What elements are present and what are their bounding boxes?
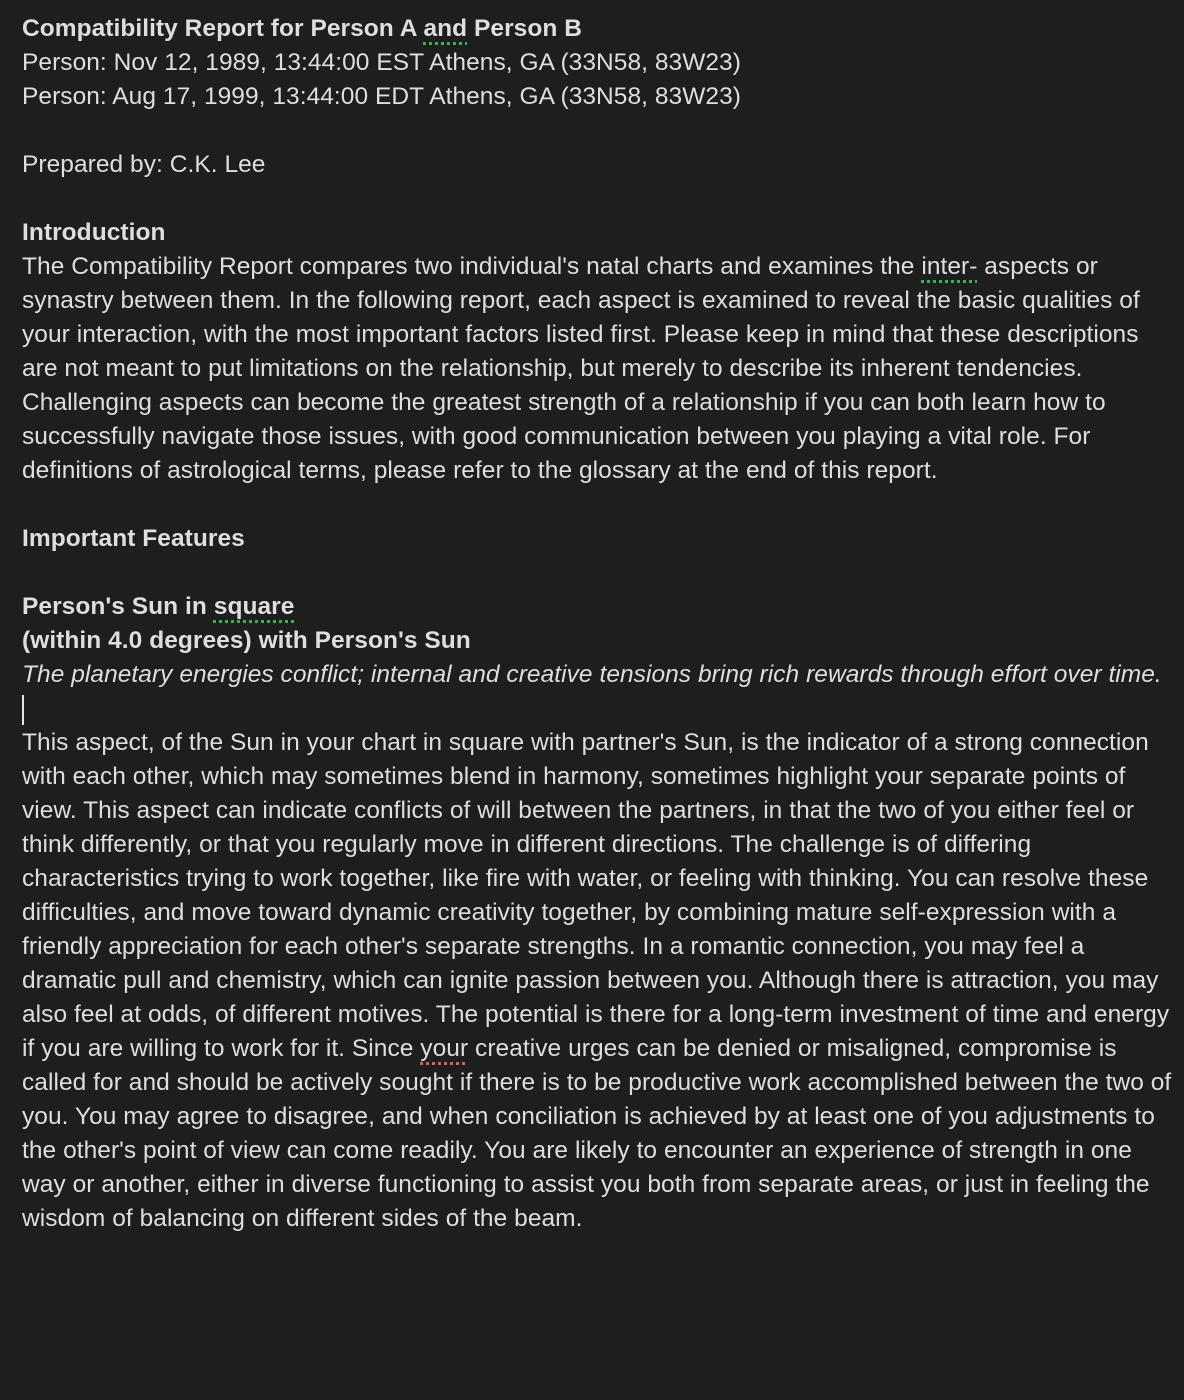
person-one-details: Person: Nov 12, 1989, 13:44:00 EST Athens, GA (33N58, 83W23): [22, 49, 741, 76]
report-title-text-end: Person B: [467, 15, 582, 42]
text-caret: [22, 695, 24, 725]
blank-line: [22, 556, 1172, 590]
introduction-paragraph: [22, 250, 1172, 488]
grammar-flagged-word[interactable]: and: [423, 15, 468, 42]
introduction-text-end: aspects or synastry between them. In the following report, each aspect is examined to reveal the basic qualities of your interaction, with the most important factors listed first. Please keep in mind that these descriptions are not meant to put limitations on the relationship, but merely to describe its inherent tendencies. Challenging aspects can become the greatest strength of a relationship if you can both learn how to successfully navigate those issues, with good communication between you playing a vital role. For definitions of astrological terms, please refer to the glossary at the end of this report.: [22, 253, 1140, 484]
introduction-heading: Introduction: [22, 219, 166, 246]
prepared-by: Prepared by: C.K. Lee: [22, 151, 266, 178]
aspect-title-text: Person's Sun in: [22, 593, 214, 620]
report-title-text: Compatibility Report for Person A: [22, 15, 424, 42]
spelling-flagged-word[interactable]: your: [420, 1035, 469, 1062]
cursor-line[interactable]: [22, 692, 1172, 726]
person-two-details: Person: Aug 17, 1999, 13:44:00 EDT Athens, GA (33N58, 83W23): [22, 83, 741, 110]
aspect-summary: The planetary energies conflict; internal and creative tensions bring rich rewards through effort over time.: [22, 661, 1162, 688]
aspect-body-text: This aspect, of the Sun in your chart in square with partner's Sun, is the indicator of a strong connection with each other, which may sometimes blend in harmony, sometimes highlight your separate points of view. This aspect can indicate conflicts of will between the partners, in that the two of you either feel or think differently, or that you regularly move in different directions. The challenge is of differing characteristics trying to work together, like fire with water, or feeling with thinking. You can resolve these difficulties, and move toward dynamic creativity together, by combining mature self-expression with a friendly appreciation for each other's separate strengths. In a romantic connection, you may feel a dramatic pull and chemistry, which can ignite passion between you. Although there is attraction, you may also feel at odds, of different motives. The potential is there for a long-term investment of time and energy if you are willing to work for it. Since: [22, 729, 1170, 1062]
grammar-flagged-word[interactable]: square: [213, 593, 295, 620]
blank-line: [22, 488, 1172, 522]
aspect-subtitle: (within 4.0 degrees) with Person's Sun: [22, 627, 471, 654]
important-features-heading: Important Features: [22, 525, 245, 552]
blank-line: [22, 114, 1172, 148]
aspect-body-text-end: creative urges can be denied or misaligned, compromise is called for and should be actively sought if there is to be productive work accomplished between the two of you. You may agree to disagree, and when conciliation is achieved by at least one of you adjustments to the other's point of view can come readily. You are likely to encounter an experience of strength in one way or another, either in diverse functioning to assist you both from separate areas, or just in feeling the wisdom of balancing on different sides of the beam.: [22, 1035, 1172, 1232]
blank-line: [22, 182, 1172, 216]
aspect-title: [22, 590, 1172, 624]
grammar-flagged-word[interactable]: inter-: [921, 253, 978, 280]
document-text-area[interactable]: [22, 12, 1172, 1236]
report-title: [22, 12, 1172, 46]
introduction-text: The Compatibility Report compares two individual's natal charts and examines the: [22, 253, 922, 280]
aspect-body-paragraph: [22, 726, 1172, 1236]
